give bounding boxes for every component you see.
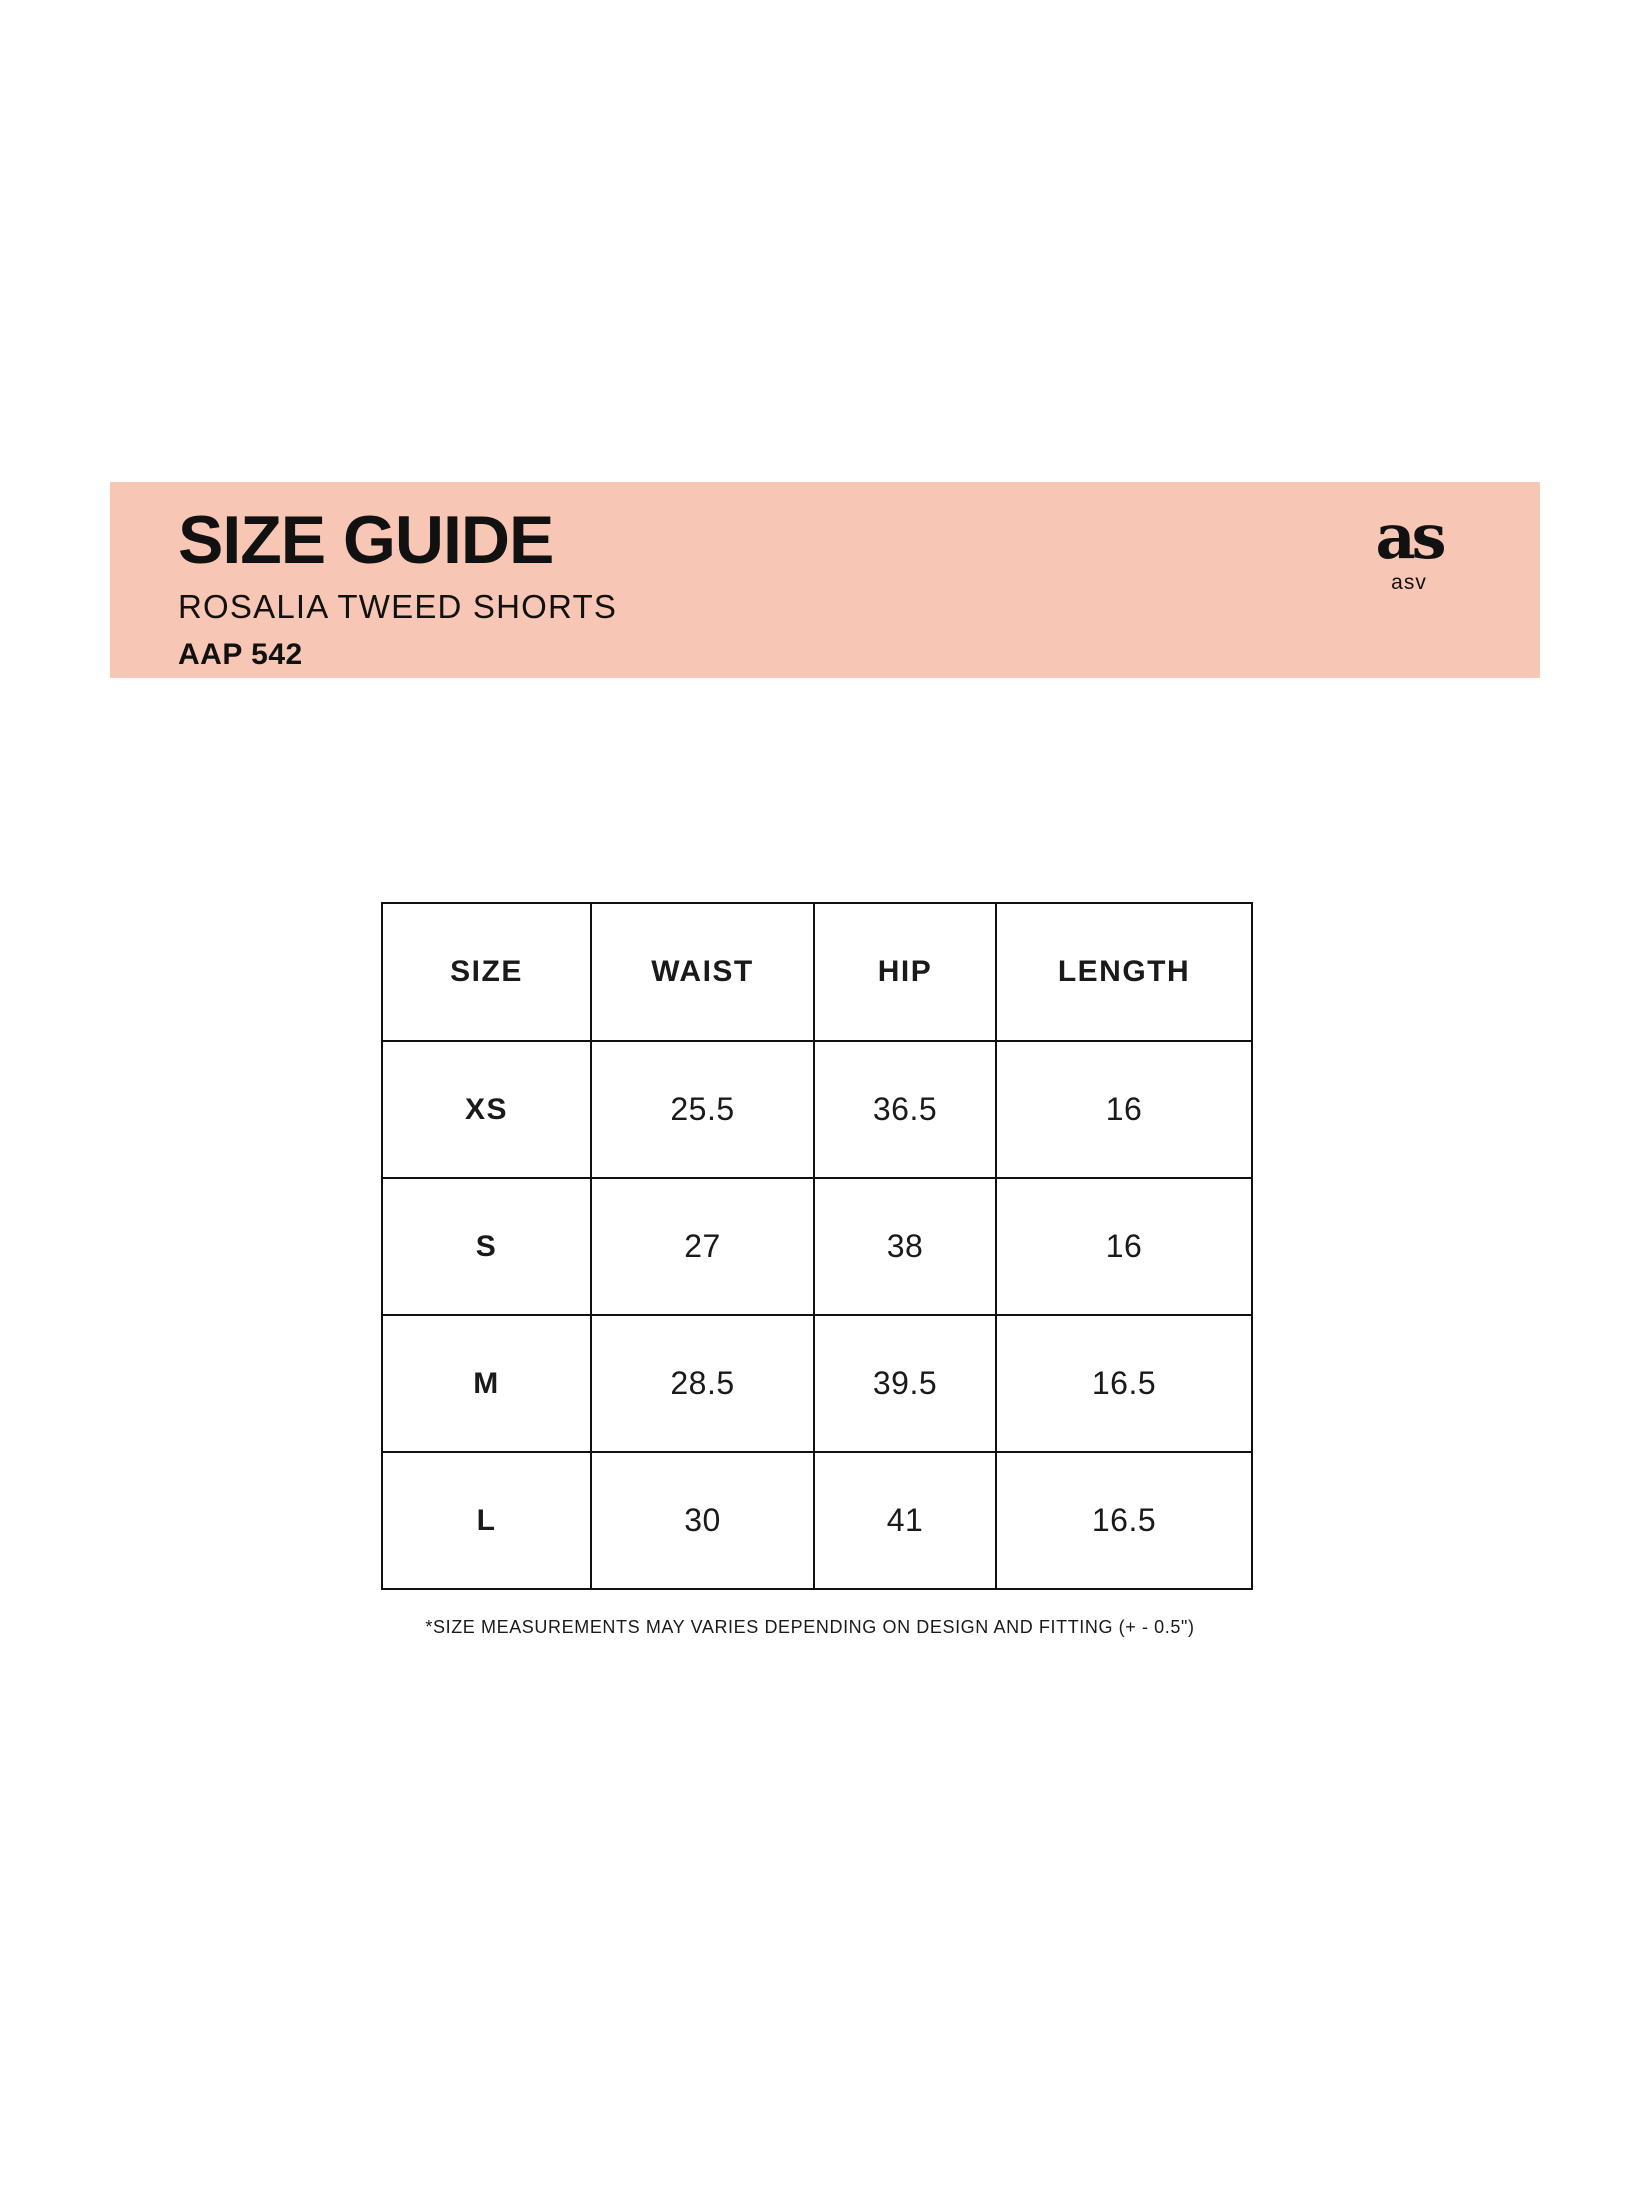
product-name: ROSALIA TWEED SHORTS	[178, 588, 618, 625]
cell-length: 16	[996, 1178, 1252, 1315]
header-text-block	[178, 502, 618, 671]
header-band	[110, 482, 1540, 678]
cell-length: 16.5	[996, 1315, 1252, 1452]
cell-waist: 27	[591, 1178, 814, 1315]
cell-length: 16.5	[996, 1452, 1252, 1589]
page-title: SIZE GUIDE	[178, 502, 554, 578]
cell-waist: 25.5	[591, 1041, 814, 1178]
table-header-row	[382, 903, 1252, 1041]
cell-hip: 38	[814, 1178, 996, 1315]
column-header-length: LENGTH	[996, 903, 1252, 1041]
size-table	[381, 902, 1253, 1590]
cell-length: 16	[996, 1041, 1252, 1178]
cell-size: L	[382, 1452, 591, 1589]
column-header-waist: WAIST	[591, 903, 814, 1041]
table-row	[382, 1452, 1252, 1589]
brand-monogram-icon: as	[1375, 500, 1443, 573]
column-header-hip: HIP	[814, 903, 996, 1041]
cell-hip: 36.5	[814, 1041, 996, 1178]
table-row	[382, 1178, 1252, 1315]
cell-size: S	[382, 1178, 591, 1315]
cell-size: M	[382, 1315, 591, 1452]
footnote: *SIZE MEASUREMENTS MAY VARIES DEPENDING ON DESIGN AND FITTING (+ - 0.5")	[425, 1617, 1195, 1637]
cell-waist: 28.5	[591, 1315, 814, 1452]
brand-name: asv	[1391, 570, 1427, 594]
brand-logo	[1334, 500, 1484, 595]
product-code: AAP 542	[178, 637, 303, 671]
cell-hip: 39.5	[814, 1315, 996, 1452]
column-header-size: SIZE	[382, 903, 591, 1041]
cell-size: XS	[382, 1041, 591, 1178]
table-row	[382, 1041, 1252, 1178]
cell-waist: 30	[591, 1452, 814, 1589]
table-row	[382, 1315, 1252, 1452]
cell-hip: 41	[814, 1452, 996, 1589]
